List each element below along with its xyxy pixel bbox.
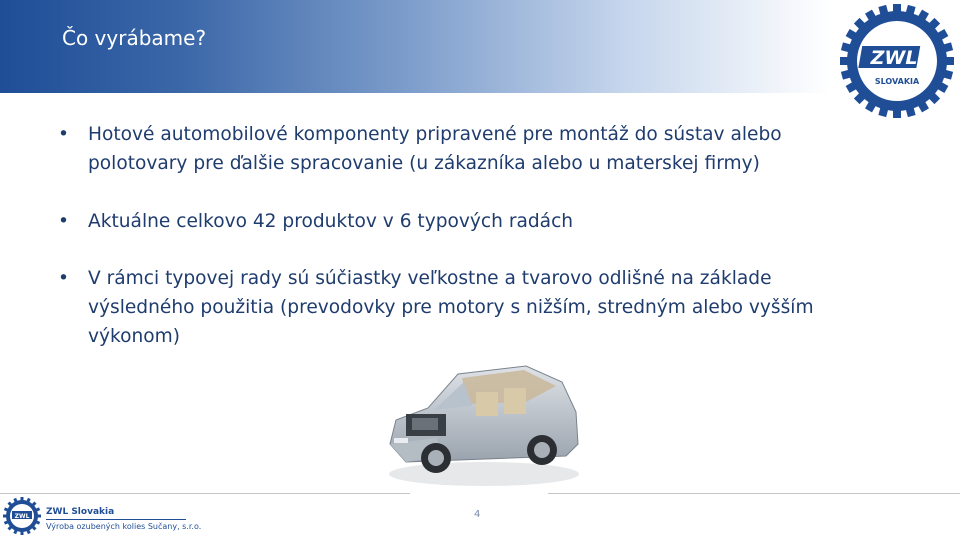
bullet-list <box>58 120 878 351</box>
footer-underline <box>46 519 186 520</box>
footer-logo <box>2 496 42 536</box>
bullet-text: V rámci typovej rady sú súčiastky veľkostne a tvarovo odlišné na základe výsledného použitia (prevodovky pre motory s nižším, stredným alebo vyšším výkonom) <box>88 268 814 347</box>
footer-divider-left <box>0 493 410 494</box>
footer-divider-right <box>548 493 960 494</box>
bullet-dot: • <box>58 211 69 232</box>
zwl-slovakia-logo <box>838 2 956 120</box>
bullet-text: Hotové automobilové komponenty pripravené pre montáž do sústav alebo polotovary pre ďalšie spracovanie (u zákazníka alebo u materskej firmy) <box>88 124 782 174</box>
logo-text-bottom: SLOVAKIA <box>874 77 920 86</box>
logo-text-top: ZWL <box>870 47 918 69</box>
footer-logo-text: ZWL <box>14 513 30 520</box>
page-number: 4 <box>474 509 481 520</box>
bullet-item <box>58 264 878 351</box>
bullet-dot: • <box>58 268 69 289</box>
footer-company-name: ZWL Slovakia <box>46 507 115 517</box>
page-title: Čo vyrábame? <box>62 26 207 50</box>
footer-company-subtitle: Výroba ozubených kolies Sučany, s.r.o. <box>46 522 202 531</box>
bullet-dot: • <box>58 124 69 145</box>
car-cutaway-image <box>376 352 586 492</box>
bullet-item <box>58 120 878 178</box>
bullet-text: Aktuálne celkovo 42 produktov v 6 typových radách <box>88 211 574 232</box>
bullet-item <box>58 207 878 236</box>
